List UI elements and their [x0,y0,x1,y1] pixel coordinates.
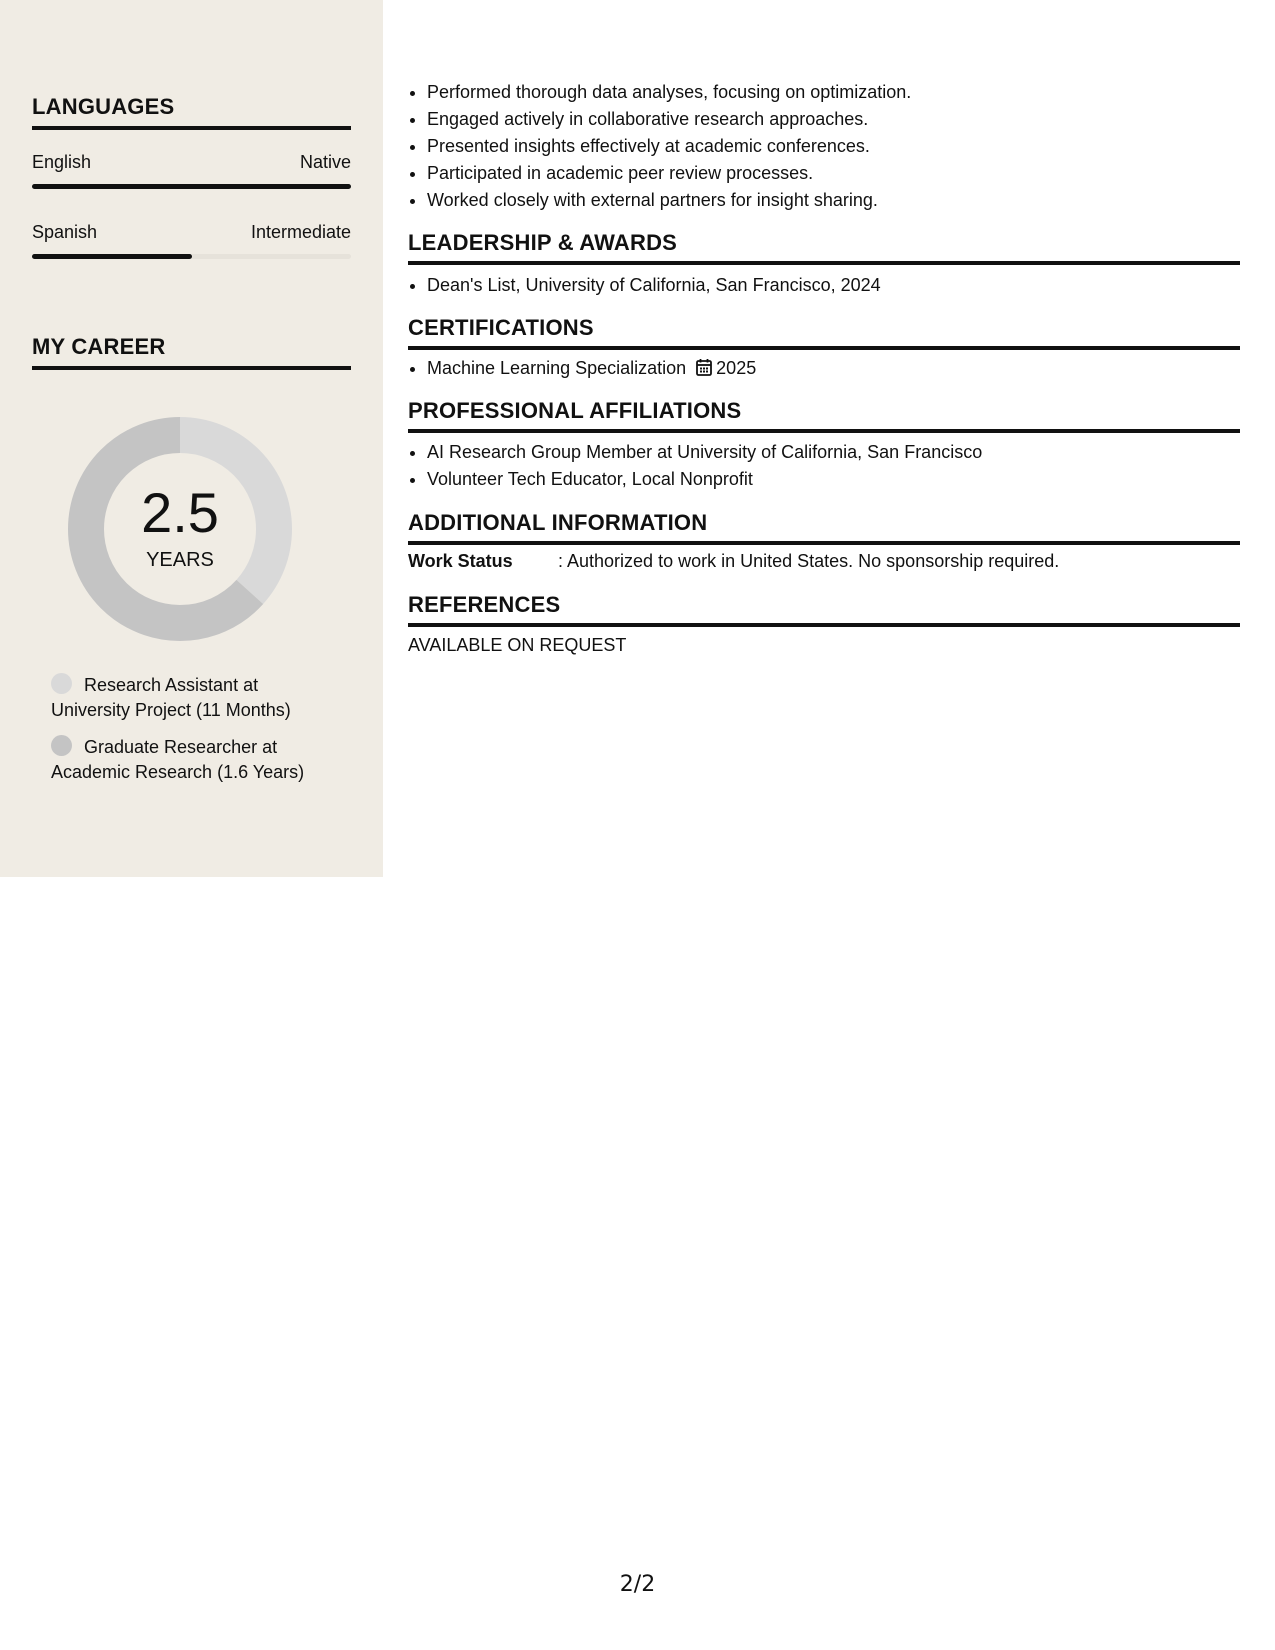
affiliations-heading: PROFESSIONAL AFFILIATIONS [408,398,1240,433]
experience-bullets [408,79,1240,214]
certification-name: Machine Learning Specialization [427,358,687,378]
list-item: • Volunteer Tech Educator, Local Nonprofit [427,466,1240,493]
leadership-list [408,272,1240,299]
work-status-row [408,551,1240,572]
career-legend-item [51,673,341,723]
career-heading: MY CAREER [32,334,351,370]
list-item [427,355,1240,384]
legend-label: Graduate Researcher at Academic Research (1.6 Years) [51,737,305,782]
career-total-unit: YEARS [146,549,214,571]
certifications-heading: CERTIFICATIONS [408,315,1240,350]
work-status-value: : Authorized to work in United States. No sponsorship required. [558,551,1060,571]
leadership-heading: LEADERSHIP & AWARDS [408,230,1240,265]
language-proficiency-bar [32,254,351,259]
language-level: Native [299,152,351,172]
language-proficiency-fill [32,184,351,189]
additional-info-heading: ADDITIONAL INFORMATION [408,510,1240,545]
calendar-icon [696,357,712,384]
list-item: • Presented insights effectively at academic conferences. [427,133,1240,160]
list-item: • Dean's List, University of California, San Francisco, 2024 [427,272,1240,299]
certification-year: 2025 [716,358,757,378]
list-item: • Participated in academic peer review processes. [427,160,1240,187]
sidebar [0,0,383,877]
language-level: Intermediate [250,222,351,242]
career-donut-chart [66,415,294,643]
references-text: AVAILABLE ON REQUEST [408,635,627,655]
language-name: Spanish [32,222,98,242]
list-item: • AI Research Group Member at University of California, San Francisco [427,439,1240,466]
legend-dot [51,735,72,756]
list-item: • Engaged actively in collaborative research approaches. [427,106,1240,133]
list-item: • Performed thorough data analyses, focusing on optimization. [427,79,1240,106]
page-number: 2/2 [619,1572,656,1597]
career-legend-item [51,735,341,785]
work-status-label: Work Status [408,551,513,571]
legend-label: Research Assistant at University Project (11 Months) [51,675,291,720]
language-proficiency-fill [32,254,192,259]
language-proficiency-bar [32,184,351,189]
list-item: • Worked closely with external partners for insight sharing. [427,187,1240,214]
languages-heading: LANGUAGES [32,94,351,130]
career-legend [51,673,341,797]
references-heading: REFERENCES [408,592,1240,627]
affiliations-list [408,439,1240,493]
legend-dot [51,673,72,694]
language-name: English [32,152,92,172]
career-total-value: 2.5 [141,481,219,544]
certifications-list [408,355,1240,384]
